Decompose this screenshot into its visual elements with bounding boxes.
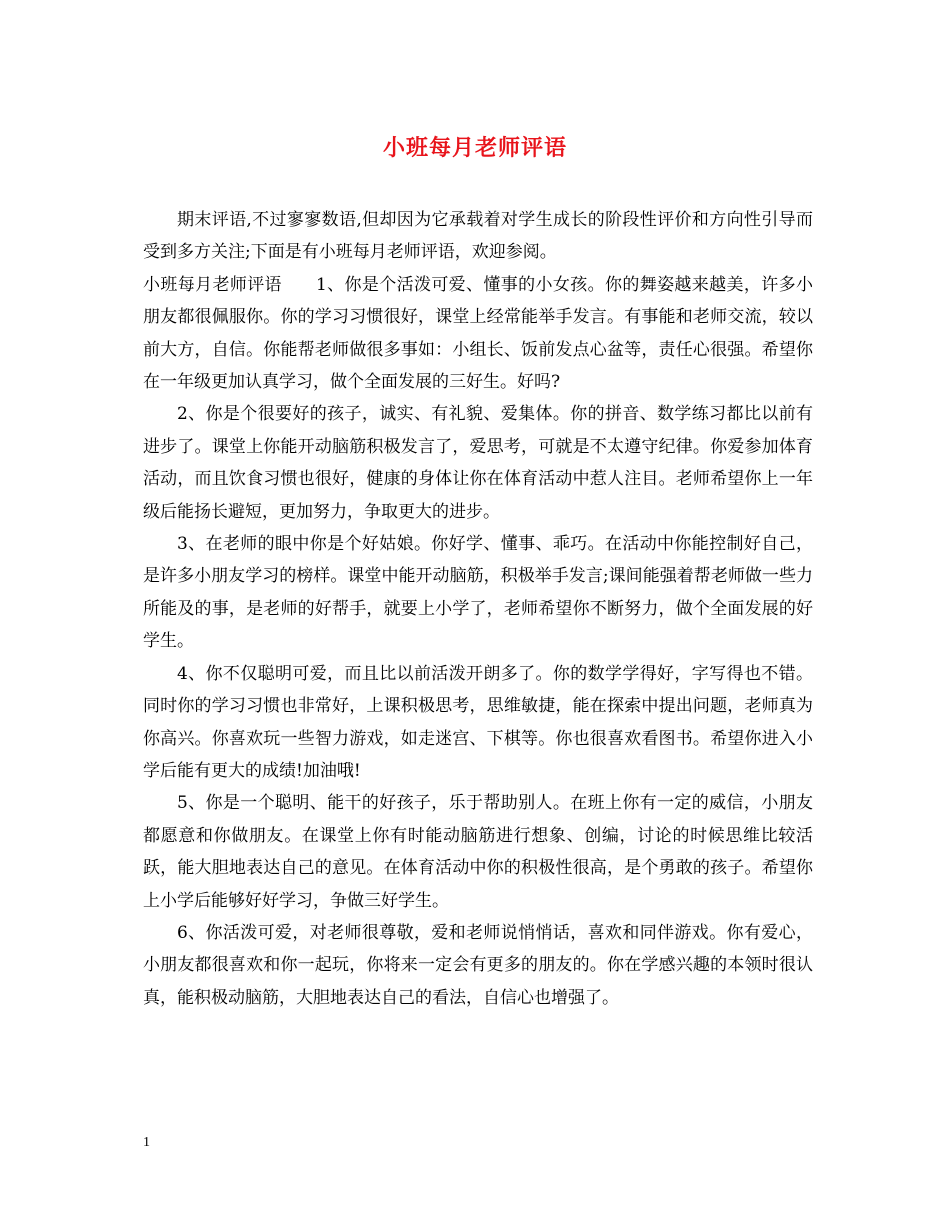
comment-paragraph-6: 6、你活泼可爱，对老师很尊敬，爱和老师说悄悄话，喜欢和同伴游戏。你有爱心，小朋友都很喜欢和你一起玩，你将来一定会有更多的朋友的。你在学感兴趣的本领时很认真，能积极动脑筋，大胆地表达自己的看法，自信心也增强了。 [143, 922, 813, 1008]
comment-paragraph-1 [143, 269, 813, 399]
comment-text-1: 1、你是个活泼可爱、懂事的小女孩。你的舞姿越来越美，许多小朋友都很佩服你。你的学习习惯很好，课堂上经常能举手发言。有事能和老师交流，较以前大方，自信。你能帮老师做很多事如：小组长、饭前发点心盆等，责任心很强。希望你在一年级更加认真学习，做个全面发展的三好生。好吗? [143, 274, 813, 393]
page-number: 1 [143, 1135, 150, 1150]
comment-paragraph-4: 4、你不仅聪明可爱，而且比以前活泼开朗多了。你的数学学得好，字写得也不错。同时你的学习习惯也非常好，上课积极思考，思维敏捷，能在探索中提出问题，老师真为你高兴。你喜欢玩一些智力游戏，如走迷宫、下棋等。你也很喜欢看图书。希望你进入小学后能有更大的成绩!加油哦! [143, 663, 813, 781]
comment-paragraph-5: 5、你是一个聪明、能干的好孩子，乐于帮助别人。在班上你有一定的威信，小朋友都愿意和你做朋友。在课堂上你有时能动脑筋进行想象、创编，讨论的时候思维比较活跃，能大胆地表达自己的意见。在体育活动中你的积极性很高，是个勇敢的孩子。希望你上小学后能够好好学习，争做三好学生。 [143, 793, 813, 911]
intro-paragraph: 期末评语,不过寥寥数语,但却因为它承载着对学生成长的阶段性评价和方向性引导而受到多方关注;下面是有小班每月老师评语，欢迎参阅。 [143, 210, 813, 263]
comment-paragraph-3: 3、在老师的眼中你是个好姑娘。你好学、懂事、乖巧。在活动中你能控制好自己，是许多小朋友学习的榜样。课堂中能开动脑筋，积极举手发言;课间能强着帮老师做一些力所能及的事，是老师的好帮手，就要上小学了，老师希望你不断努力，做个全面发展的好学生。 [143, 534, 813, 652]
page-title: 小班每月老师评语 [382, 135, 567, 161]
document-body [143, 204, 813, 1014]
section-heading: 小班每月老师评语 [143, 274, 282, 295]
comment-paragraph-2: 2、你是个很要好的孩子，诚实、有礼貌、爱集体。你的拼音、数学练习都比以前有进步了。课堂上你能开动脑筋积极发言了，爱思考，可就是不太遵守纪律。你爱参加体育活动，而且饮食习惯也很好，健康的身体让你在体育活动中惹人注目。老师希望你上一年级后能扬长避短，更加努力，争取更大的进步。 [143, 404, 813, 522]
